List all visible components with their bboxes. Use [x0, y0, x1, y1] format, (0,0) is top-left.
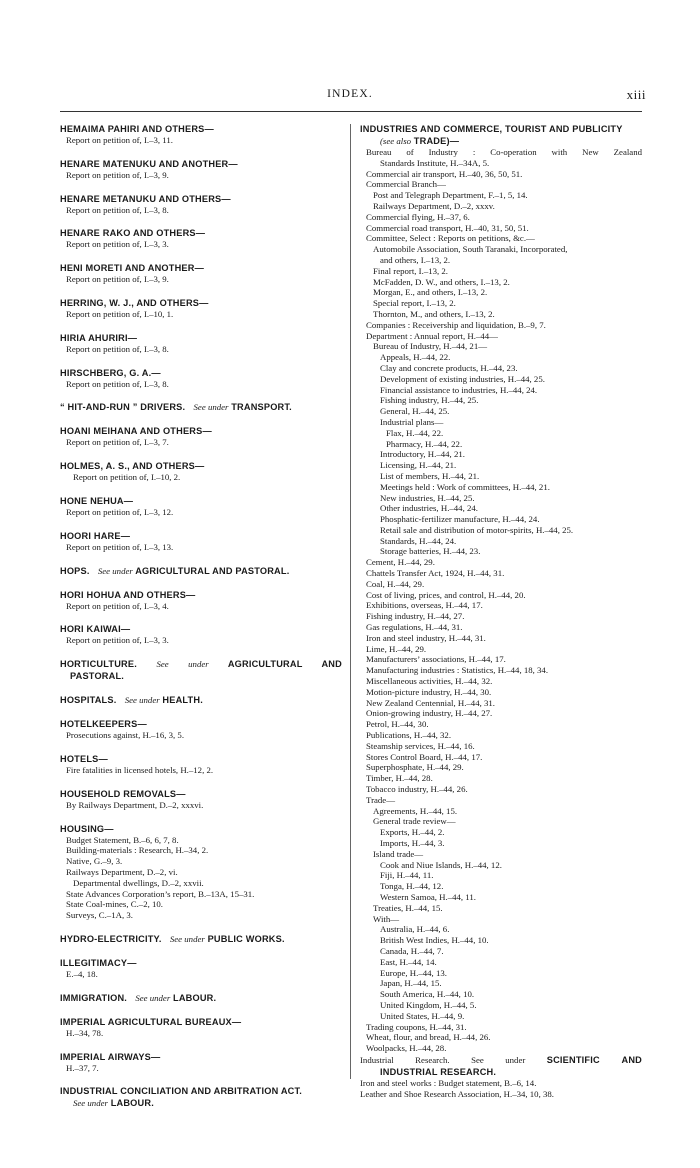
index-entry: [60, 460, 342, 483]
entry-reference: Timber, H.–44, 28.: [366, 773, 433, 784]
entry-reference: Post and Telegraph Department, F.–1, 5, 14.: [373, 190, 528, 201]
entry-reference: Industrial plans—: [380, 416, 444, 427]
entry-reference: United States, H.–44, 9.: [380, 1010, 465, 1021]
index-entry: [60, 1051, 342, 1074]
index-entry: [60, 788, 342, 811]
index-entry: [60, 367, 342, 390]
index-entry: [60, 753, 342, 776]
entry-reference: Report on petition of, I.–3, 9.: [66, 169, 169, 180]
entry-reference: Motion-picture industry, H.–44, 30.: [366, 686, 492, 697]
entry-heading: HOUSING—: [60, 823, 114, 834]
entry-heading: HONE NEHUA—: [60, 495, 134, 506]
entry-heading: [60, 694, 342, 706]
index-entry: [60, 694, 342, 706]
see-also-label: (see also: [380, 136, 412, 146]
entry-reference: Fire fatalities in licensed hotels, H.–12, 2.: [66, 764, 214, 775]
entry-heading: HOLMES, A. S., AND OTHERS—: [60, 461, 205, 472]
index-entry: [60, 992, 342, 1004]
entry-reference: South America, H.–44, 10.: [380, 989, 475, 1000]
index-entry: [60, 658, 342, 682]
index-entry: [60, 623, 342, 646]
index-entry: [60, 957, 342, 980]
entry-reference: Cook and Niue Islands, H.–44, 12.: [380, 859, 502, 870]
cross-reference-continuation[interactable]: INDUSTRIAL RESEARCH.: [380, 1066, 497, 1077]
entry-heading: HOTELKEEPERS—: [60, 719, 147, 730]
entry-reference: Bureau of Industry : Co-operation with New Zealand: [366, 147, 642, 157]
index-entry: [60, 123, 342, 146]
entry-heading-text: HORTICULTURE.: [60, 659, 137, 670]
cross-reference-link[interactable]: LABOUR.: [173, 992, 217, 1003]
entry-reference: Commercial Branch—: [366, 179, 446, 190]
entry-heading: HEMAIMA PAHIRI AND OTHERS—: [60, 124, 214, 134]
entry-reference: Final report, I.–13, 2.: [373, 265, 449, 276]
entry-reference: Department : Annual report, H.–44—: [366, 330, 498, 341]
entry-reference: Miscellaneous activities, H.–44, 32.: [366, 676, 493, 687]
cross-reference-link[interactable]: AGRICULTURAL AND PASTORAL.: [135, 565, 290, 576]
entry-reference: E.–4, 18.: [66, 968, 98, 979]
entry-reference: H.–34, 78.: [66, 1027, 104, 1038]
entry-heading: HOANI MEIHANA AND OTHERS—: [60, 426, 212, 437]
entry-reference: By Railways Department, D.–2, xxxvi.: [66, 799, 204, 810]
index-entry: [60, 1016, 342, 1039]
see-also-line: [360, 135, 642, 147]
entry-reference: Trade—: [366, 794, 395, 805]
index-entry: [60, 933, 342, 945]
entry-heading: HENARE MATENUKU AND ANOTHER—: [60, 158, 238, 169]
entry-reference: Australia, H.–44, 6.: [380, 924, 450, 935]
column-divider: [350, 124, 351, 1079]
entry-heading-text: HOSPITALS.: [60, 695, 117, 706]
see-under-label: See under: [97, 565, 133, 576]
entry-reference: Steamship services, H.–44, 16.: [366, 740, 475, 751]
entry-heading: [60, 401, 342, 413]
index-entry: [60, 158, 342, 181]
entry-reference: Meetings held : Work of committees, H.–44, 21.: [380, 481, 550, 492]
cross-reference-link[interactable]: HEALTH.: [162, 695, 203, 706]
entry-reference: Fiji, H.–44, 11.: [380, 870, 434, 881]
entry-reference: Petrol, H.–44, 30.: [366, 719, 429, 730]
entry-heading: [60, 992, 342, 1004]
entry-heading: HENARE METANUKU AND OTHERS—: [60, 193, 231, 204]
entry-reference: Report on petition of, I.–10, 1.: [66, 308, 174, 319]
entry-reference: Departmental dwellings, D.–2, xxvii.: [73, 877, 204, 888]
entry-reference: Report on petition of, I.–3, 12.: [66, 506, 174, 517]
entry-reference: Standards Institute, H.–34A, 5.: [380, 157, 490, 168]
entry-reference: New industries, H.–44, 25.: [380, 492, 475, 503]
entry-heading: HORI KAIWAI—: [60, 624, 131, 635]
entry-reference: Licensing, H.–44, 21.: [380, 460, 457, 471]
entry-reference: Native, G.–9, 3.: [66, 856, 123, 867]
entry-reference: and others, I.–13, 2.: [380, 254, 451, 265]
entry-reference: Standards, H.–44, 24.: [380, 535, 457, 546]
entry-heading: HERRING, W. J., AND OTHERS—: [60, 297, 209, 308]
entry-reference: Pharmacy, H.–44, 22.: [386, 438, 463, 449]
cross-reference-link[interactable]: LABOUR.: [110, 1098, 154, 1109]
entry-reference: East, H.–44, 14.: [380, 956, 437, 967]
header-rule: [60, 111, 642, 112]
entry-reference: General, H.–44, 25.: [380, 406, 450, 417]
entry-reference: Trading coupons, H.–44, 31.: [366, 1021, 467, 1032]
entry-heading: HIRSCHBERG, G. A.—: [60, 367, 161, 378]
entry-reference: Island trade—: [373, 848, 424, 859]
entry-reference: Appeals, H.–44, 22.: [380, 352, 451, 363]
entry-reference: Flax, H.–44, 22.: [386, 427, 444, 438]
entry-reference: Fishing industry, H.–44, 27.: [366, 611, 465, 622]
entry-reference: Prosecutions against, H.–16, 3, 5.: [66, 730, 185, 741]
index-entry: [60, 227, 342, 250]
entry-reference: Canada, H.–44, 7.: [380, 945, 444, 956]
entry-reference: Exhibitions, overseas, H.–44, 17.: [366, 600, 483, 611]
entry-reference: Publications, H.–44, 32.: [366, 730, 452, 741]
entry-reference: Japan, H.–44, 15.: [380, 978, 442, 989]
index-entry: [60, 718, 342, 741]
entry-reference: List of members, H.–44, 21.: [380, 470, 480, 481]
entry-reference: Superphosphate, H.–44, 29.: [366, 762, 464, 773]
entry-reference: Report on petition of, I.–3, 4.: [66, 600, 169, 611]
index-entry: [60, 262, 342, 285]
entry-heading: HORI HOHUA AND OTHERS—: [60, 589, 196, 600]
entry-heading-text: HYDRO-ELECTRICITY.: [60, 933, 162, 944]
entry-reference: Agreements, H.–44, 15.: [373, 805, 458, 816]
entry-reference: Report on petition of, I.–3, 11.: [66, 135, 173, 145]
index-entry: [60, 425, 342, 448]
entry-heading-text: “ HIT-AND-RUN ” DRIVERS.: [60, 402, 186, 413]
entry-heading: INDUSTRIES AND COMMERCE, TOURIST AND PUBLICITY: [360, 124, 623, 134]
entry-reference: General trade review—: [373, 816, 456, 827]
running-title: INDEX.: [327, 88, 373, 100]
entry-reference: Report on petition of, I.–3, 9.: [66, 274, 169, 285]
entry-reference: Report on petition of, I.–3, 8.: [66, 343, 169, 354]
entry-reference: Other industries, H.–44, 24.: [380, 503, 478, 514]
entry-reference: Cost of living, prices, and control, H.–44, 20.: [366, 589, 526, 600]
entry-reference: Bureau of Industry, H.–44, 21—: [373, 341, 488, 352]
entry-reference: Europe, H.–44, 13.: [380, 967, 447, 978]
entry-reference: Coal, H.–44, 29.: [366, 578, 425, 589]
entry-reference: Special report, I.–13, 2.: [373, 298, 456, 309]
see-under-label: See under: [73, 1098, 108, 1109]
entry-reference: Building-materials : Research, H.–34, 2.: [66, 845, 209, 856]
index-entry: [60, 495, 342, 518]
entry-reference: Phosphatic-fertilizer manufacture, H.–44, 24.: [380, 514, 540, 525]
see-under-label: See under: [124, 695, 160, 706]
entry-reference: Railways Department, D.–2, vi.: [66, 866, 178, 877]
entry-reference: Morgan, E., and others, I.–13, 2.: [373, 287, 488, 298]
entry-reference: McFadden, D. W., and others, I.–13, 2.: [373, 276, 510, 287]
cross-reference-line: [360, 1054, 642, 1066]
index-entry: [60, 589, 342, 612]
entry-reference: Fishing industry, H.–44, 25.: [380, 395, 479, 406]
entry-reference: Automobile Association, South Taranaki, Incorporated,: [373, 244, 568, 255]
entry-reference: Stores Control Board, H.–44, 17.: [366, 751, 483, 762]
cross-reference-link[interactable]: AGRICULTURAL AND: [227, 659, 342, 670]
entry-reference: Commercial air transport, H.–40, 36, 50, 51.: [366, 168, 523, 179]
entry-reference: Companies : Receivership and liquidation, B.–9, 7.: [366, 319, 546, 330]
entry-reference: Report on petition of, I.–3, 13.: [66, 541, 174, 552]
entry-reference: Manufacturing industries : Statistics, H.–44, 18, 34.: [366, 665, 549, 676]
entry-heading: HENARE RAKO AND OTHERS—: [60, 228, 206, 239]
entry-reference: Iron and steel industry, H.–44, 31.: [366, 632, 486, 643]
entry-reference: Industrial Research. See under: [360, 1054, 526, 1065]
cross-reference-link[interactable]: SCIENTIFIC AND: [546, 1054, 642, 1065]
entry-reference: British West Indies, H.–44, 10.: [380, 935, 489, 946]
entry-reference: Railways Department, D.–2, xxxv.: [373, 200, 495, 211]
entry-heading: HOTELS—: [60, 753, 108, 764]
entry-heading: [60, 658, 342, 670]
index-entry: [60, 297, 342, 320]
entry-reference: State Advances Corporation’s report, B.–13A, 15–31.: [66, 888, 255, 899]
entry-reference: Manufacturers’ associations, H.–44, 17.: [366, 654, 506, 665]
entry-reference: Report on petition of, I.–3, 3.: [66, 239, 169, 250]
under-label: under: [188, 659, 209, 670]
entry-reference: Thornton, M., and others, I.–13, 2.: [373, 308, 495, 319]
entry-reference: Commercial road transport, H.–40, 31, 50, 51.: [366, 222, 529, 233]
entry-reference: Treaties, H.–44, 15.: [373, 902, 443, 913]
entry-reference: H.–37, 7.: [66, 1062, 99, 1073]
entry-heading-text: IMMIGRATION.: [60, 992, 128, 1003]
entry-heading: HOUSEHOLD REMOVALS—: [60, 788, 186, 799]
entry-reference: Lime, H.–44, 29.: [366, 643, 427, 654]
cross-reference-continuation[interactable]: PASTORAL.: [70, 671, 125, 682]
cross-reference-line: [60, 1097, 342, 1109]
cross-reference-link[interactable]: TRADE)—: [413, 136, 460, 146]
entry-reference: Woolpacks, H.–44, 28.: [366, 1043, 447, 1054]
entry-reference: Wheat, flour, and bread, H.–44, 26.: [366, 1032, 491, 1043]
entry-reference: Report on petition of, I.–3, 8.: [66, 378, 169, 389]
index-entry: [60, 823, 342, 921]
left-column: [60, 123, 342, 1121]
entry-reference: With—: [373, 913, 400, 924]
entry-heading: HOORI HARE—: [60, 530, 131, 541]
entry-reference: Development of existing industries, H.–44, 25.: [380, 373, 545, 384]
entry-reference: Report on petition of, I.–10, 2.: [73, 472, 181, 483]
entry-reference: Clay and concrete products, H.–44, 23.: [380, 362, 518, 373]
entry-reference: Budget Statement, B.–6, 6, 7, 8.: [66, 834, 179, 845]
entry-reference: New Zealand Centennial, H.–44, 31.: [366, 697, 495, 708]
entry-heading-text: HOPS.: [60, 565, 90, 576]
entry-reference: Imports, H.–44, 3.: [380, 838, 445, 848]
index-entry: [60, 1085, 342, 1109]
entry-reference: Chattels Transfer Act, 1924, H.–44, 31.: [366, 568, 505, 579]
entry-reference: Onion-growing industry, H.–44, 27.: [366, 708, 493, 719]
entry-heading: [60, 565, 342, 577]
index-entry: [60, 401, 342, 413]
entry-reference: Storage batteries, H.–44, 23.: [380, 546, 481, 557]
index-entry: [60, 193, 342, 216]
entry-reference: Report on petition of, I.–3, 3.: [66, 635, 169, 646]
cross-reference-link[interactable]: TRANSPORT.: [231, 402, 292, 413]
entry-heading: IMPERIAL AGRICULTURAL BUREAUX—: [60, 1016, 242, 1027]
entry-heading: INDUSTRIAL CONCILIATION AND ARBITRATION ACT.: [60, 1086, 303, 1097]
entry-reference: Tonga, H.–44, 12.: [380, 881, 444, 892]
entry-reference: Introductory, H.–44, 21.: [380, 449, 465, 460]
index-entry: [60, 332, 342, 355]
cross-reference-link[interactable]: PUBLIC WORKS.: [207, 933, 285, 944]
entry-heading: HIRIA AHURIRI—: [60, 332, 138, 343]
page-number: xiii: [626, 87, 646, 102]
entry-reference: Commercial flying, H.–37, 6.: [366, 211, 470, 222]
entry-reference: Report on petition of, I.–3, 7.: [66, 437, 169, 448]
see-under-label: See under: [193, 402, 229, 413]
entry-reference: Gas regulations, H.–44, 31.: [366, 622, 463, 633]
see-under-label: See under: [135, 992, 171, 1003]
entry-reference: Financial assistance to industries, H.–44, 24.: [380, 384, 538, 395]
see-label: See: [156, 659, 169, 670]
entry-reference: Western Samoa, H.–44, 11.: [380, 891, 476, 902]
entry-reference: Cement, H.–44, 29.: [366, 557, 435, 568]
right-column: [360, 123, 642, 1100]
entry-heading: ILLEGITIMACY—: [60, 957, 137, 968]
index-entry: [60, 530, 342, 553]
entry-reference: United Kingdom, H.–44, 5.: [380, 999, 477, 1010]
entry-reference: Committee, Select : Reports on petitions, &c.—: [366, 233, 535, 244]
entry-reference: Retail sale and distribution of motor-spirits, H.–44, 25.: [380, 524, 574, 535]
entry-heading: IMPERIAL AIRWAYS—: [60, 1051, 161, 1062]
entry-reference: Exports, H.–44, 2.: [380, 827, 445, 838]
entry-reference: Iron and steel works : Budget statement, B.–6, 14.: [360, 1077, 537, 1088]
entry-heading: HENI MORETI AND ANOTHER—: [60, 263, 204, 274]
entry-reference: Report on petition of, I.–3, 8.: [66, 204, 169, 215]
index-entry: [60, 565, 342, 577]
entry-heading: [60, 933, 342, 945]
see-under-label: See under: [169, 933, 205, 944]
entry-reference: Leather and Shoe Research Association, H.–34, 10, 38.: [360, 1088, 554, 1099]
entry-reference: Tobacco industry, H.–44, 26.: [366, 784, 468, 795]
entry-reference: Surveys, C.–1A, 3.: [66, 910, 133, 921]
entry-reference: State Coal-mines, C.–2, 10.: [66, 899, 164, 910]
